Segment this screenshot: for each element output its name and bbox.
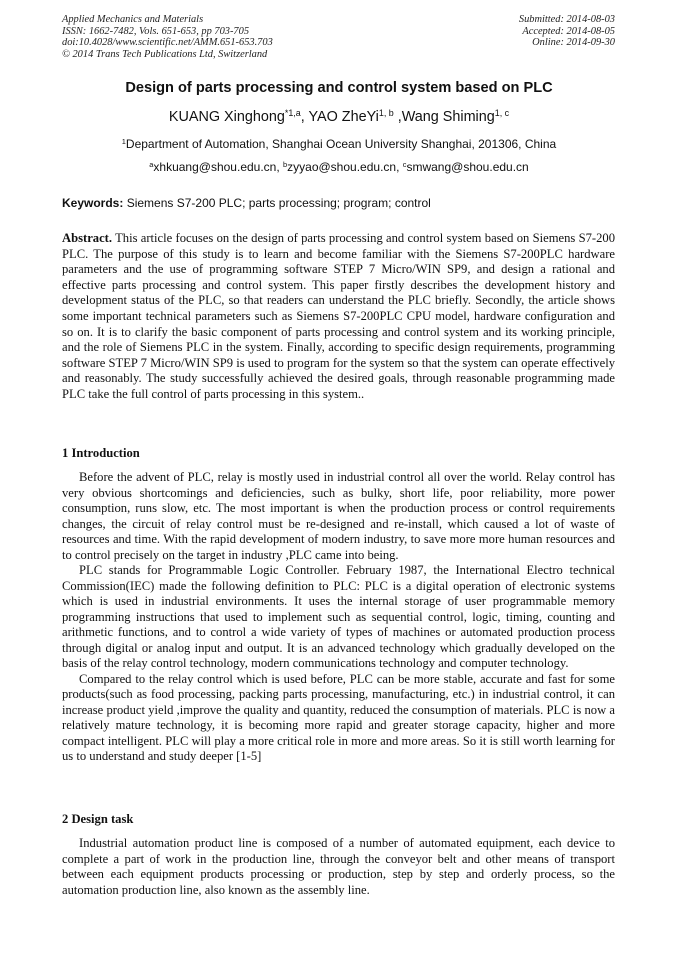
author-emails — [0, 160, 678, 174]
author-list — [0, 109, 678, 125]
journal-copyright: © 2014 Trans Tech Publications Ltd, Switzerland — [62, 48, 268, 60]
section-heading-introduction: 1 Introduction — [62, 446, 140, 460]
introduction-body — [62, 470, 615, 765]
author-separator: , — [300, 109, 309, 125]
paper-title: Design of parts processing and control system based on PLC — [125, 80, 553, 96]
body-paragraph: PLC stands for Programmable Logic Controller. February 1987, the International Electro technical Commission(IEC) made the following definition to PLC: PLC is a digital operation of electronic systems which is used in industrial environments. It uses the internal storage of user programmable memory programming instructions that used to implement such as sequential control, logic, timing, counting and arithmetic functions, and to control a wide variety of types of machines or automated production process through digital or analog input and output. It is an advanced technology which gradually developed on the basis of the relay control technology, modern communications technology and computer technology. — [62, 563, 615, 670]
journal-doi[interactable]: doi:10.4028/www.scientific.net/AMM.651-653.703 — [62, 37, 273, 49]
email-superscript: a — [149, 159, 154, 169]
abstract — [62, 231, 615, 403]
email-separator: , — [396, 160, 403, 174]
email-superscript: c — [402, 159, 407, 169]
keywords — [62, 196, 618, 210]
body-paragraph: Before the advent of PLC, relay is mostly used in industrial control all over the world. Relay control has very obvious shortcomings and deficiencies, such as bulky, short life, poor reliability, more power consumption, runs slow, etc. The most important is when the production process or control requirements changes, the circuit of relay control must be re-designed and re-install, which caused a lot of waste of resources and time. With the rapid development of modern industry, to save more more human resources and to control precisely on the target in industry ,PLC came into being. — [62, 470, 615, 562]
journal-issn: ISSN: 1662-7482, Vols. 651-653, pp 703-705 — [62, 25, 250, 37]
author-name: Wang Shiming — [401, 109, 495, 125]
author-superscript: 1, b — [378, 108, 394, 119]
submission-dates — [519, 14, 615, 49]
author-name: YAO ZheYi — [308, 109, 379, 125]
body-paragraph: Industrial automation product line is composed of a number of automated equipment, each device to complete a part of work in the production line, through the conveyor belt and other means of transport between each equipment products processing or production, step by step and orderly process, so the automation production line, also known as the assembly line. — [62, 836, 615, 897]
author-separator: , — [393, 109, 402, 125]
author-superscript: 1, c — [494, 108, 510, 119]
email-separator: , — [276, 160, 284, 174]
email-address[interactable]: xhkuang@shou.edu.cn — [153, 160, 277, 174]
body-paragraph: Compared to the relay control which is used before, PLC can be more stable, accurate and fast for some products(such as food processing, packing parts processing, manufacturing, etc.) in industrial control, it can increase product yield ,improve the quality and quantity, reduced the consumption of materials. PLC is now a relatively mature technology, it is becoming more rapid and greater storage capacity, higher and more compact intelligent. PLC will play a more critical role in more and more areas. So it is still worth learning for us to understand and study deeper [1-5] — [62, 671, 615, 763]
accepted-date: Accepted: 2014-08-05 — [522, 25, 615, 37]
online-date: Online: 2014-09-30 — [532, 37, 615, 49]
author-superscript: *1,a — [284, 108, 301, 119]
email-address[interactable]: smwang@shou.edu.cn — [406, 160, 529, 174]
abstract-label: Abstract. — [62, 231, 113, 245]
affiliation-superscript: 1 — [121, 136, 126, 146]
design-task-body — [62, 836, 615, 898]
affiliation-text: Department of Automation, Shanghai Ocean University Shanghai, 201306, China — [125, 137, 557, 151]
section-heading-design-task: 2 Design task — [62, 812, 134, 826]
author-name: KUANG Xinghong — [168, 109, 285, 125]
keywords-text: Siemens S7-200 PLC; parts processing; program; control — [123, 196, 431, 210]
email-address[interactable]: zyyao@shou.edu.cn — [287, 160, 397, 174]
submitted-date: Submitted: 2014-08-03 — [518, 14, 615, 25]
journal-name: Applied Mechanics and Materials — [62, 14, 204, 25]
email-superscript: b — [283, 159, 288, 169]
affiliation — [0, 137, 678, 151]
keywords-label: Keywords: — [62, 196, 124, 210]
abstract-text: This article focuses on the design of parts processing and control system based on Siemens S7-200 PLC. The purpose of this study is to learn and become familiar with the Siemens S7-200PLC hardware parameters and the use of programming software STEP 7 Micro/WIN SP9, and design a rational and effective parts processing and control system. This paper firstly describes the development history and development status of the PLC, so that readers can understand the PLC briefly. Secondly, the article shows some important technical parameters such as Siemens S7-200PLC CPU model, hardware configuration and so on. It is to clarify the basic component of parts processing and control system and its working principle, and the role of Siemens PLC in the system. Finally, according to specific design requirements, programming software STEP 7 Micro/WIN SP9 is used to program for the system so that the system can operate effectively and reasonably. The study successfully achieved the desired goals, through reasonable programming made PLC take the full control of parts processing in this system.. — [62, 231, 615, 401]
journal-info — [62, 14, 273, 60]
